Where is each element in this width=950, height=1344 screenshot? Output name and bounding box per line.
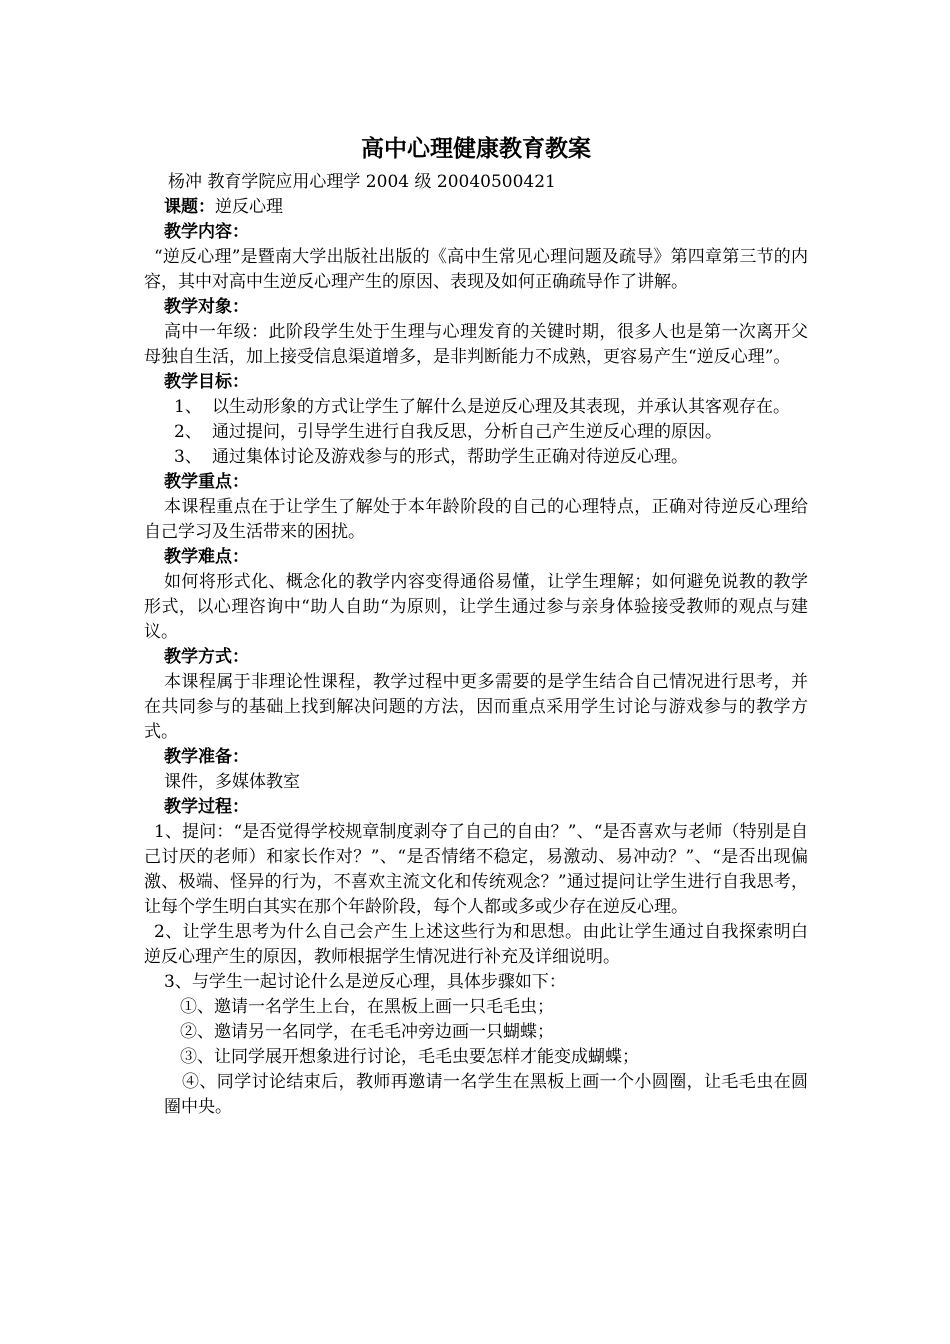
document-body <box>144 131 808 1120</box>
process-step: ④、同学讨论结束后，教师再邀请一名学生在黑板上画一个小圆圈，让毛毛虫在圆圈中央。 <box>164 1072 808 1117</box>
goal-item <box>144 420 808 445</box>
goal-number: 1、 <box>174 397 202 417</box>
section-heading-content <box>144 220 808 245</box>
audience-paragraph: 高中一年级：此阶段学生处于生理与心理发育的关键时期，很多人也是第一次离开父母独自生活，加上接受信息渠道增多，是非判断能力不成熟，更容易产生“逆反心理”。 <box>144 322 808 367</box>
section-heading-process <box>144 795 808 820</box>
process-step: ①、邀请一名学生上台，在黑板上画一只毛毛虫； <box>180 997 554 1017</box>
process-paragraph-3: 3、与学生一起讨论什么是逆反心理，具体步骤如下： <box>164 972 566 992</box>
section-heading-goals <box>144 370 808 395</box>
topic-line <box>144 195 808 220</box>
goal-text: 通过集体讨论及游戏参与的形式，帮助学生正确对待逆反心理。 <box>212 447 688 467</box>
goal-text: 通过提问，引导学生进行自我反思，分析自己产生逆反心理的原因。 <box>212 422 722 442</box>
heading-text: 教学对象： <box>164 297 249 317</box>
goal-item <box>144 445 808 470</box>
document-title: 高中心理健康教育教案 <box>361 136 591 162</box>
difficulty-paragraph: 如何将形式化、概念化的教学内容变得通俗易懂，让学生理解；如何避免说教的教学形式，以心理咨询中“助人自助“为原则，让学生通过参与亲身体验接受教师的观点与建议。 <box>144 572 808 642</box>
heading-text: 教学方式： <box>164 647 249 667</box>
heading-text: 教学重点： <box>164 472 249 492</box>
author-line: 杨冲 教育学院应用心理学 2004 级 20040500421 <box>168 172 556 192</box>
process-paragraph-2: 2、让学生思考为什么自己会产生上述这些行为和思想。由此让学生通过自我探索明白逆反心理产生的原因，教师根据学生情况进行补充及详细说明。 <box>144 922 808 967</box>
goal-number: 3、 <box>174 447 202 467</box>
process-step: ②、邀请另一名同学，在毛毛冲旁边画一只蝴蝶； <box>180 1022 554 1042</box>
section-heading-focus <box>144 470 808 495</box>
heading-text: 教学过程： <box>164 797 249 817</box>
topic-label: 课题： <box>164 197 215 217</box>
process-step: ③、让同学展开想象进行讨论，毛毛虫要怎样才能变成蝴蝶； <box>180 1047 639 1067</box>
heading-text: 教学内容： <box>164 222 249 242</box>
section-heading-audience <box>144 295 808 320</box>
prep-text: 课件，多媒体教室 <box>164 772 300 792</box>
goal-text: 以生动形象的方式让学生了解什么是逆反心理及其表现，并承认其客观存在。 <box>212 397 790 417</box>
content-paragraph: “逆反心理”是暨南大学出版社出版的《高中生常见心理问题及疏导》第四章第三节的内容，其中对高中生逆反心理产生的原因、表现及如何正确疏导作了讲解。 <box>144 247 808 292</box>
topic-value: 逆反心理 <box>215 197 283 217</box>
section-heading-method <box>144 645 808 670</box>
section-heading-prep <box>144 745 808 770</box>
goal-item <box>144 395 808 420</box>
method-paragraph: 本课程属于非理论性课程，教学过程中更多需要的是学生结合自己情况进行思考，并在共同参与的基础上找到解决问题的方法，因而重点采用学生讨论与游戏参与的教学方式。 <box>144 672 808 742</box>
focus-paragraph: 本课程重点在于让学生了解处于本年龄阶段的自己的心理特点，正确对待逆反心理给自己学习及生活带来的困扰。 <box>144 497 808 542</box>
section-heading-difficulty <box>144 545 808 570</box>
heading-text: 教学难点： <box>164 547 249 567</box>
process-paragraph-1: 1、提问：“是否觉得学校规章制度剥夺了自己的自由？”、“是否喜欢与老师（特别是自己讨厌的老师）和家长作对？”、“是否情绪不稳定，易激动、易冲动？”、“是否出现偏激、极端、怪异的行为，不喜欢主流文化和传统观念？”通过提问让学生进行自我思考，让每个学生明白其实在那个年龄阶段，每个人都或多或少存在逆反心理。 <box>144 822 808 917</box>
goal-number: 2、 <box>174 422 202 442</box>
heading-text: 教学准备： <box>164 747 249 767</box>
heading-text: 教学目标： <box>164 372 249 392</box>
